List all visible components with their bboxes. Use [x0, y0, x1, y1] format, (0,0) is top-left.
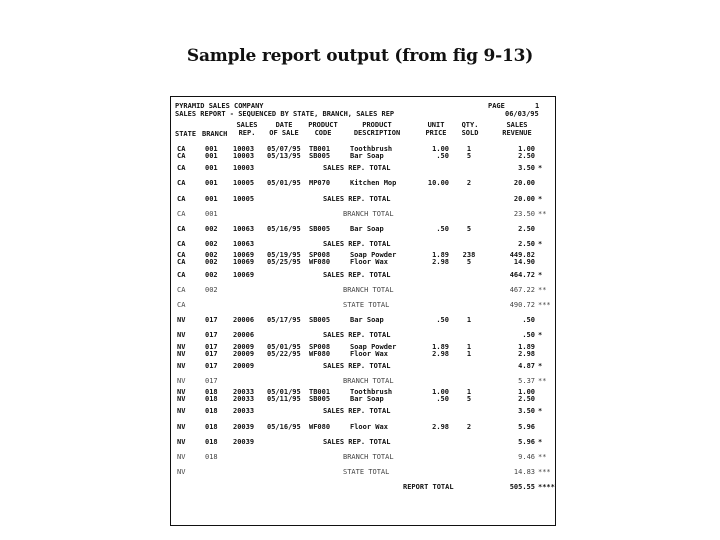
detail-line [171, 225, 557, 233]
branch-cell: 002 [205, 285, 218, 294]
branch-cell: 001 [205, 209, 218, 218]
date-cell: 05/01/95 [267, 342, 301, 351]
total-marker: *** [538, 468, 551, 477]
branch-cell: 017 [205, 349, 218, 358]
total-line [171, 240, 557, 248]
state-cell: NV [177, 316, 186, 325]
detail-row [171, 145, 557, 161]
branch-cell: 001 [205, 152, 218, 160]
sales-rep-cell: 10069 [233, 258, 255, 267]
branch-cell: 002 [205, 258, 218, 267]
branch-cell: 001 [205, 194, 218, 203]
qty-cell: 2 [466, 179, 472, 188]
product-code-cell: SP008 [309, 251, 331, 260]
state-cell: NV [177, 422, 186, 431]
sales-rep-cell: 20009 [233, 342, 255, 351]
revenue-cell: 490.72 [509, 301, 535, 309]
column-headers [171, 121, 557, 139]
date-cell: 05/07/95 [267, 145, 301, 153]
total-line [171, 164, 557, 172]
sales-rep-cell: 20009 [233, 361, 255, 370]
unit-price-cell: 1.89 [432, 251, 449, 260]
header-product-description: PRODUCT DESCRIPTION [353, 121, 401, 137]
sales-rep-cell: 10003 [233, 145, 255, 153]
date-cell: 05/16/95 [267, 225, 301, 233]
sales-rep-cell: 20006 [233, 316, 255, 325]
branch-cell: 018 [205, 453, 218, 461]
total-line [171, 483, 557, 491]
total-label: SALES REP. TOTAL [323, 164, 391, 173]
qty-cell: 1 [466, 316, 472, 325]
description-cell: Floor Wax [350, 422, 388, 431]
date-cell: 05/25/95 [267, 258, 301, 267]
branch-cell: 001 [205, 145, 218, 153]
branch-cell: 001 [205, 179, 218, 188]
revenue-cell: 505.55 [509, 483, 535, 492]
description-cell: Bar Soap [350, 395, 384, 404]
state-total-row [171, 464, 557, 480]
total-marker: ** [538, 209, 547, 218]
revenue-cell: 2.50 [518, 395, 535, 404]
header-unit-price: UNIT PRICE [425, 121, 447, 137]
detail-row [171, 312, 557, 328]
state-cell: NV [177, 437, 186, 446]
page-number: 1 [535, 102, 540, 110]
total-line [171, 407, 557, 415]
sales-rep-cell: 20039 [233, 422, 255, 431]
revenue-cell: 5.96 [518, 437, 535, 446]
total-label: SALES REP. TOTAL [323, 437, 391, 446]
state-cell: NV [177, 349, 186, 358]
product-code-cell: MP070 [309, 179, 331, 188]
total-label: BRANCH TOTAL [343, 453, 394, 461]
revenue-cell: 14.83 [513, 468, 535, 477]
date-cell: 05/19/95 [267, 251, 301, 260]
revenue-cell: 23.50 [513, 209, 535, 218]
company-name: PYRAMID SALES COMPANY [175, 102, 264, 110]
total-line [171, 453, 557, 461]
revenue-cell: 1.00 [518, 388, 535, 397]
total-total-row [171, 434, 557, 450]
total-total-row [171, 403, 557, 419]
description-cell: Bar Soap [350, 316, 384, 325]
unit-price-cell: 1.00 [432, 145, 449, 153]
detail-line [171, 258, 557, 266]
branch-total-row [171, 206, 557, 222]
total-marker: * [538, 361, 543, 370]
detail-row [171, 343, 557, 359]
branch-cell: 018 [205, 437, 218, 446]
branch-cell: 018 [205, 422, 218, 431]
total-marker: * [538, 270, 543, 279]
qty-cell: 1 [466, 342, 472, 351]
total-label: BRANCH TOTAL [343, 209, 394, 218]
detail-row [171, 388, 557, 404]
date-cell: 05/22/95 [267, 349, 301, 358]
product-code-cell: WF080 [309, 258, 331, 267]
header-date-of-sale: DATE OF SALE [269, 121, 299, 137]
total-total-row [171, 358, 557, 374]
description-cell: Kitchen Mop [350, 179, 397, 188]
sales-rep-cell: 10063 [233, 240, 255, 249]
description-cell: Floor Wax [350, 349, 388, 358]
state-cell: NV [177, 395, 186, 404]
branch-cell: 017 [205, 331, 218, 340]
total-marker: ** [538, 453, 547, 461]
total-label: SALES REP. TOTAL [323, 407, 391, 416]
total-line [171, 468, 557, 476]
description-cell: Bar Soap [350, 152, 384, 160]
qty-cell: 5 [466, 225, 472, 233]
revenue-cell: 20.00 [513, 194, 535, 203]
state-cell: CA [177, 209, 186, 218]
sales-rep-cell: 10069 [233, 251, 255, 260]
branch-cell: 017 [205, 377, 218, 385]
header-sales-rep: SALES REP. [236, 121, 258, 137]
total-total-row [171, 327, 557, 343]
total-line [171, 271, 557, 279]
detail-row [171, 221, 557, 237]
unit-price-cell: .50 [436, 316, 449, 325]
total-label: SALES REP. TOTAL [323, 194, 391, 203]
branch-cell: 002 [205, 270, 218, 279]
total-marker: * [538, 194, 543, 203]
revenue-cell: 449.82 [509, 251, 535, 260]
total-line [171, 286, 557, 294]
branch-total-row [171, 449, 557, 465]
unit-price-cell: 1.89 [432, 342, 449, 351]
total-label: SALES REP. TOTAL [323, 270, 391, 279]
total-marker: * [538, 407, 543, 416]
sales-rep-cell: 20006 [233, 331, 255, 340]
description-cell: Toothbrush [350, 145, 393, 153]
revenue-cell: 14.90 [513, 258, 535, 267]
description-cell: Soap Powder [350, 342, 397, 351]
sales-rep-cell: 20033 [233, 388, 255, 397]
state-cell: CA [177, 301, 186, 309]
date-cell: 05/17/95 [267, 316, 301, 325]
total-marker: * [538, 331, 543, 340]
branch-cell: 002 [205, 251, 218, 260]
total-marker: * [538, 164, 543, 173]
total-total-row [171, 191, 557, 207]
branch-cell: 018 [205, 395, 218, 404]
state-cell: NV [177, 468, 186, 477]
product-code-cell: SB005 [309, 152, 331, 160]
state-cell: CA [177, 145, 186, 153]
product-code-cell: TB001 [309, 145, 331, 153]
total-marker: **** [538, 483, 555, 492]
sales-rep-cell: 10063 [233, 225, 255, 233]
header-state: STATE [175, 130, 197, 138]
report-total-row [171, 479, 557, 495]
detail-line [171, 395, 557, 403]
unit-price-cell: .50 [436, 225, 449, 233]
product-code-cell: SB005 [309, 395, 331, 404]
unit-price-cell: .50 [436, 152, 449, 160]
report-subtitle: SALES REPORT - SEQUENCED BY STATE, BRANCH, SALES REP [175, 110, 395, 118]
state-cell: CA [177, 164, 186, 173]
total-label: BRANCH TOTAL [343, 377, 394, 385]
header-sales-revenue: SALES REVENUE [502, 121, 532, 137]
header-branch: BRANCH [202, 130, 228, 138]
revenue-cell: 3.50 [518, 407, 535, 416]
product-code-cell: TB001 [309, 388, 331, 397]
detail-line [171, 423, 557, 431]
sales-rep-cell: 20033 [233, 395, 255, 404]
unit-price-cell: 1.00 [432, 388, 449, 397]
revenue-cell: 464.72 [509, 270, 535, 279]
sales-rep-cell: 10003 [233, 164, 255, 173]
total-line [171, 210, 557, 218]
detail-line [171, 179, 557, 187]
branch-cell: 017 [205, 342, 218, 351]
branch-total-row [171, 282, 557, 298]
sales-rep-cell: 10003 [233, 152, 255, 160]
total-total-row [171, 267, 557, 283]
state-cell: CA [177, 258, 186, 267]
revenue-cell: 2.50 [518, 240, 535, 249]
total-marker: ** [538, 285, 547, 294]
detail-line [171, 152, 557, 160]
description-cell: Soap Powder [350, 251, 397, 260]
description-cell: Bar Soap [350, 225, 384, 233]
branch-cell: 017 [205, 361, 218, 370]
revenue-cell: 467.22 [509, 285, 535, 294]
total-label: SALES REP. TOTAL [323, 331, 391, 340]
detail-line [171, 350, 557, 358]
total-line [171, 438, 557, 446]
detail-row [171, 419, 557, 435]
revenue-cell: 3.50 [518, 164, 535, 173]
revenue-cell: 9.46 [518, 453, 535, 461]
qty-cell: 5 [466, 258, 472, 267]
sales-rep-cell: 20033 [233, 407, 255, 416]
sales-rep-cell: 20009 [233, 349, 255, 358]
state-cell: CA [177, 270, 186, 279]
date-cell: 05/13/95 [267, 152, 301, 160]
product-code-cell: SB005 [309, 316, 331, 325]
branch-cell: 017 [205, 316, 218, 325]
sales-rep-cell: 10069 [233, 270, 255, 279]
state-cell: CA [177, 285, 186, 294]
total-line [171, 362, 557, 370]
revenue-cell: .50 [522, 316, 535, 325]
sales-rep-cell: 10005 [233, 194, 255, 203]
page-label: PAGE [488, 102, 505, 110]
total-label: SALES REP. TOTAL [323, 361, 391, 370]
total-total-row [171, 236, 557, 252]
total-line [171, 195, 557, 203]
total-marker: * [538, 240, 543, 249]
slide-title: Sample report output (from fig 9-13) [186, 46, 534, 66]
unit-price-cell: 2.98 [432, 349, 449, 358]
total-line [171, 301, 557, 309]
branch-cell: 018 [205, 407, 218, 416]
date-cell: 05/01/95 [267, 388, 301, 397]
state-total-row [171, 297, 557, 313]
detail-line [171, 316, 557, 324]
product-code-cell: WF080 [309, 349, 331, 358]
state-cell: NV [177, 388, 186, 397]
branch-cell: 002 [205, 240, 218, 249]
branch-cell: 002 [205, 225, 218, 233]
unit-price-cell: 2.98 [432, 422, 449, 431]
header-product-code: PRODUCT CODE [308, 121, 338, 137]
state-cell: CA [177, 179, 186, 188]
qty-cell: 238 [462, 251, 476, 260]
date-cell: 05/16/95 [267, 422, 301, 431]
state-cell: NV [177, 377, 186, 385]
revenue-cell: 5.96 [518, 422, 535, 431]
detail-row [171, 175, 557, 191]
revenue-cell: .50 [522, 331, 535, 340]
revenue-cell: 2.98 [518, 349, 535, 358]
qty-cell: 1 [466, 388, 472, 397]
total-marker: ** [538, 377, 547, 385]
report-frame [170, 96, 556, 526]
qty-cell: 2 [466, 422, 472, 431]
state-cell: CA [177, 152, 186, 160]
header-qty-sold: QTY. SOLD [461, 121, 479, 137]
unit-price-cell: 10.00 [427, 179, 449, 188]
detail-row [171, 251, 557, 267]
revenue-cell: 1.89 [518, 342, 535, 351]
state-cell: CA [177, 251, 186, 260]
total-line [171, 331, 557, 339]
product-code-cell: SP008 [309, 342, 331, 351]
revenue-cell: 2.50 [518, 152, 535, 160]
state-cell: CA [177, 194, 186, 203]
qty-cell: 1 [466, 349, 472, 358]
total-marker: *** [538, 301, 551, 309]
qty-cell: 5 [466, 152, 472, 160]
unit-price-cell: 2.98 [432, 258, 449, 267]
total-marker: * [538, 437, 543, 446]
revenue-cell: 2.50 [518, 225, 535, 233]
state-cell: NV [177, 331, 186, 340]
unit-price-cell: .50 [436, 395, 449, 404]
total-line [171, 377, 557, 385]
branch-cell: 018 [205, 388, 218, 397]
revenue-cell: 4.87 [518, 361, 535, 370]
date-cell: 05/11/95 [267, 395, 301, 404]
state-cell: NV [177, 453, 186, 461]
branch-total-row [171, 373, 557, 389]
branch-cell: 001 [205, 164, 218, 173]
state-cell: NV [177, 342, 186, 351]
total-label: SALES REP. TOTAL [323, 240, 391, 249]
state-cell: CA [177, 240, 186, 249]
qty-cell: 5 [466, 395, 472, 404]
state-cell: NV [177, 407, 186, 416]
sales-rep-cell: 10005 [233, 179, 255, 188]
revenue-cell: 1.00 [518, 145, 535, 153]
qty-cell: 1 [466, 145, 472, 153]
description-cell: Floor Wax [350, 258, 388, 267]
total-label: STATE TOTAL [343, 301, 390, 309]
description-cell: Toothbrush [350, 388, 393, 397]
date-cell: 05/01/95 [267, 179, 301, 188]
sales-rep-cell: 20039 [233, 437, 255, 446]
total-label: BRANCH TOTAL [343, 285, 394, 294]
total-total-row [171, 160, 557, 176]
product-code-cell: SB005 [309, 225, 331, 233]
product-code-cell: WF080 [309, 422, 331, 431]
revenue-cell: 20.00 [513, 179, 535, 188]
state-cell: CA [177, 225, 186, 233]
total-label: REPORT TOTAL [403, 483, 454, 492]
revenue-cell: 5.37 [518, 377, 535, 385]
report-date: 06/03/95 [505, 110, 539, 118]
total-label: STATE TOTAL [343, 468, 390, 477]
state-cell: NV [177, 361, 186, 370]
